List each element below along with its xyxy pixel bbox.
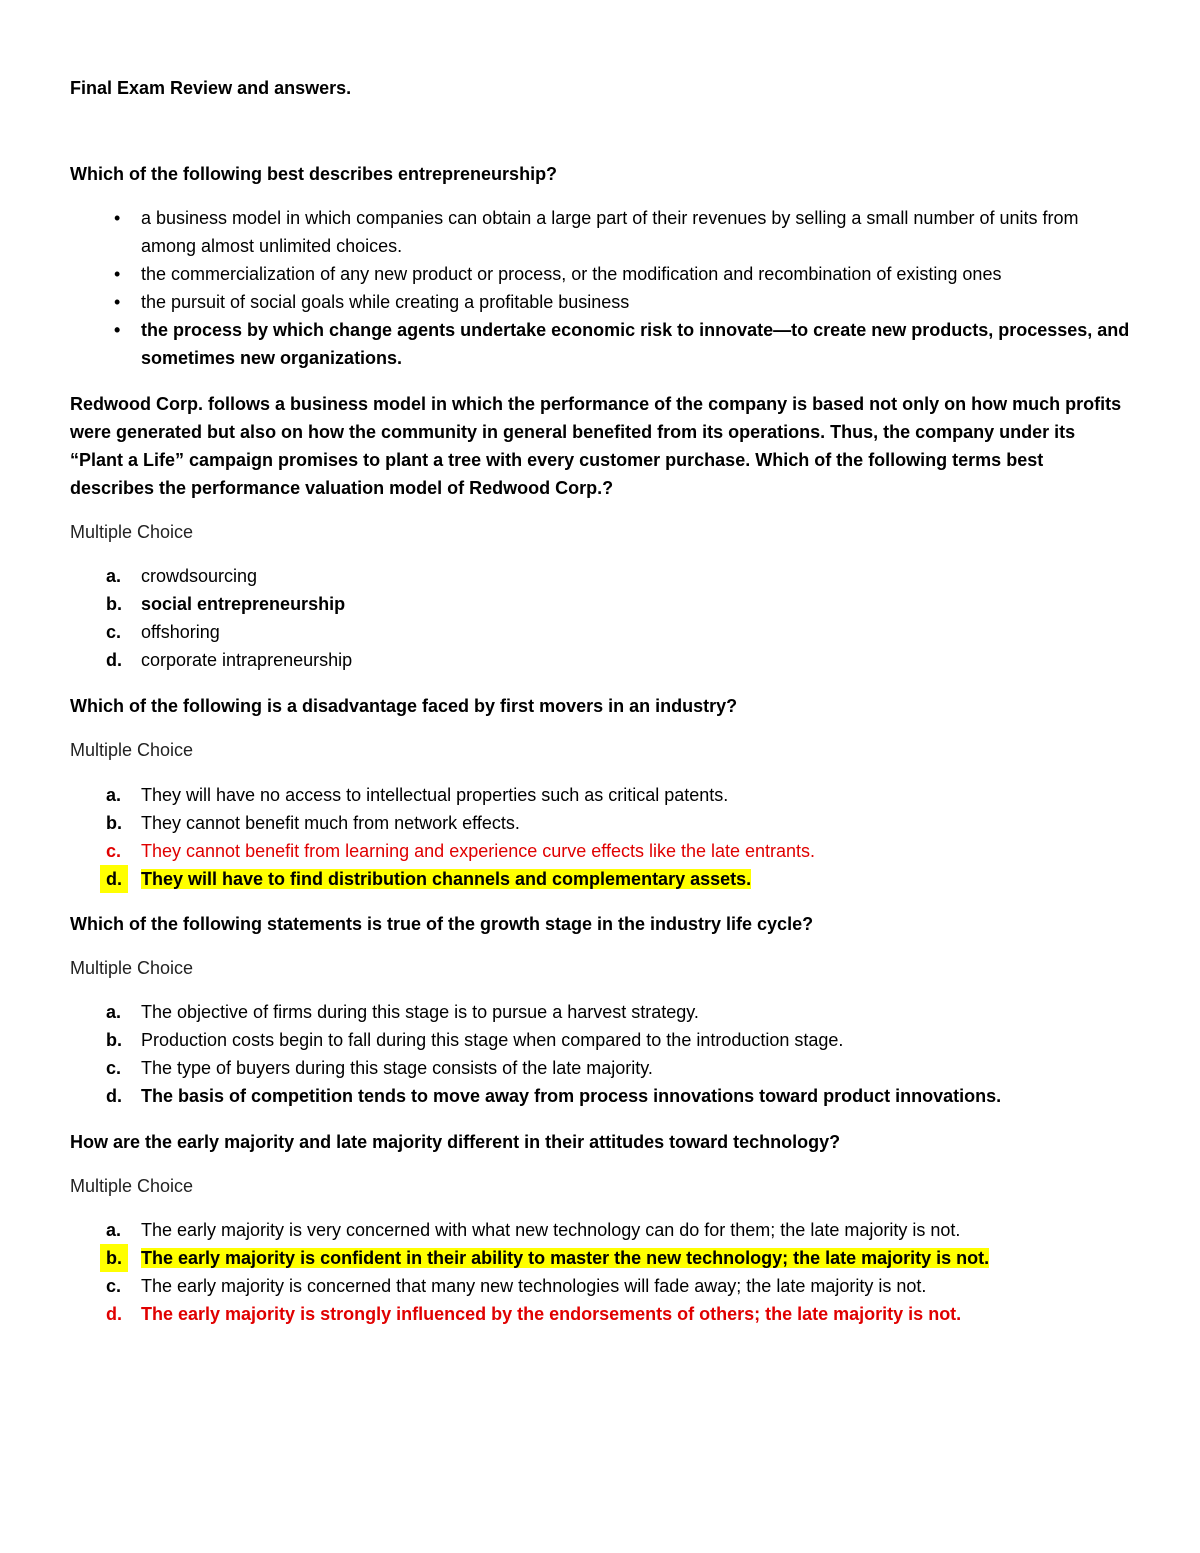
list-item — [70, 1300, 1130, 1328]
option-letter: d. — [106, 650, 122, 670]
question-1-options — [70, 204, 1130, 372]
option-text: a business model in which companies can obtain a large part of their revenues by selling a small number of units from among almost unlimited choices. — [141, 208, 1079, 256]
option-letter: b. — [106, 594, 122, 614]
option-text: The early majority is concerned that many new technologies will fade away; the late majority is not. — [141, 1276, 927, 1296]
list-item — [70, 865, 1130, 893]
list-item — [70, 288, 1130, 316]
option-letter: d. — [100, 865, 128, 893]
option-letter: a. — [106, 1002, 122, 1022]
option-letter: a. — [106, 1220, 122, 1240]
option-letter: b. — [106, 1030, 122, 1050]
bullet-icon: • — [114, 208, 121, 228]
question-type-label: Multiple Choice — [70, 522, 194, 542]
question-4: Which of the following statements is true of the growth stage in the industry life cycle? — [70, 914, 814, 934]
option-letter: b. — [100, 1244, 128, 1272]
option-text: They will have to find distribution channels and complementary assets. — [141, 869, 752, 889]
option-letter: c. — [106, 622, 122, 642]
list-item — [70, 590, 1130, 618]
list-item — [70, 1054, 1130, 1082]
option-letter: c. — [106, 841, 122, 861]
list-item — [70, 204, 1130, 260]
list-item — [70, 618, 1130, 646]
list-item — [70, 1082, 1130, 1110]
bullet-icon: • — [114, 264, 121, 284]
list-item — [70, 316, 1130, 372]
bullet-icon: • — [114, 320, 121, 340]
option-text: The early majority is very concerned with what new technology can do for them; the late majority is not. — [141, 1220, 961, 1240]
option-letter: c. — [106, 1276, 122, 1296]
list-item — [70, 562, 1130, 590]
list-item — [70, 1272, 1130, 1300]
question-4-options — [70, 998, 1130, 1110]
list-item — [70, 646, 1130, 674]
list-item — [70, 809, 1130, 837]
option-text: social entrepreneurship — [141, 594, 346, 614]
question-3: Which of the following is a disadvantage faced by first movers in an industry? — [70, 696, 738, 716]
option-text: the commercialization of any new product or process, or the modification and recombination of existing ones — [141, 264, 1002, 284]
option-text: They will have no access to intellectual properties such as critical patents. — [141, 785, 729, 805]
bullet-icon: • — [114, 292, 121, 312]
option-text: the pursuit of social goals while creating a profitable business — [141, 292, 630, 312]
option-text: They cannot benefit from learning and experience curve effects like the late entrants. — [141, 841, 816, 861]
option-text: The type of buyers during this stage consists of the late majority. — [141, 1058, 653, 1078]
option-letter: d. — [106, 1086, 122, 1106]
option-letter: c. — [106, 1058, 122, 1078]
list-item — [70, 1244, 1130, 1272]
option-letter: d. — [106, 1304, 122, 1324]
option-text: The early majority is confident in their ability to master the new technology; the late majority is not. — [141, 1248, 990, 1268]
option-letter: a. — [106, 785, 122, 805]
option-text: offshoring — [141, 622, 220, 642]
list-item — [70, 1026, 1130, 1054]
question-type-label: Multiple Choice — [70, 740, 194, 760]
option-letter: a. — [106, 566, 122, 586]
list-item — [70, 781, 1130, 809]
option-letter: b. — [106, 813, 122, 833]
option-text: crowdsourcing — [141, 566, 258, 586]
option-text: the process by which change agents undertake economic risk to innovate—to create new products, processes, and sometimes new organizations. — [141, 320, 1130, 368]
page-title: Final Exam Review and answers. — [70, 78, 352, 98]
question-1: Which of the following best describes entrepreneurship? — [70, 164, 558, 184]
question-5: How are the early majority and late majority different in their attitudes toward technology? — [70, 1132, 841, 1152]
question-2: Redwood Corp. follows a business model in which the performance of the company is based not only on how much profits were generated but also on how the community in general benefited from its operations. Thus, the company under its “Plant a Life” campaign promises to plant a tree with every customer purchase. Which of the following terms best describes the performance valuation model of Redwood Corp.? — [70, 394, 1122, 498]
option-text: The early majority is strongly influenced by the endorsements of others; the late majority is not. — [141, 1304, 962, 1324]
question-3-options — [70, 781, 1130, 893]
question-5-options — [70, 1216, 1130, 1328]
question-type-label: Multiple Choice — [70, 1176, 194, 1196]
list-item — [70, 1216, 1130, 1244]
option-text: They cannot benefit much from network effects. — [141, 813, 520, 833]
option-text: The objective of firms during this stage is to pursue a harvest strategy. — [141, 1002, 699, 1022]
list-item — [70, 837, 1130, 865]
list-item — [70, 998, 1130, 1026]
question-type-label: Multiple Choice — [70, 958, 194, 978]
option-text: Production costs begin to fall during this stage when compared to the introduction stage. — [141, 1030, 844, 1050]
question-2-options — [70, 562, 1130, 674]
option-text: corporate intrapreneurship — [141, 650, 353, 670]
list-item — [70, 260, 1130, 288]
option-text: The basis of competition tends to move away from process innovations toward product innovations. — [141, 1086, 1002, 1106]
